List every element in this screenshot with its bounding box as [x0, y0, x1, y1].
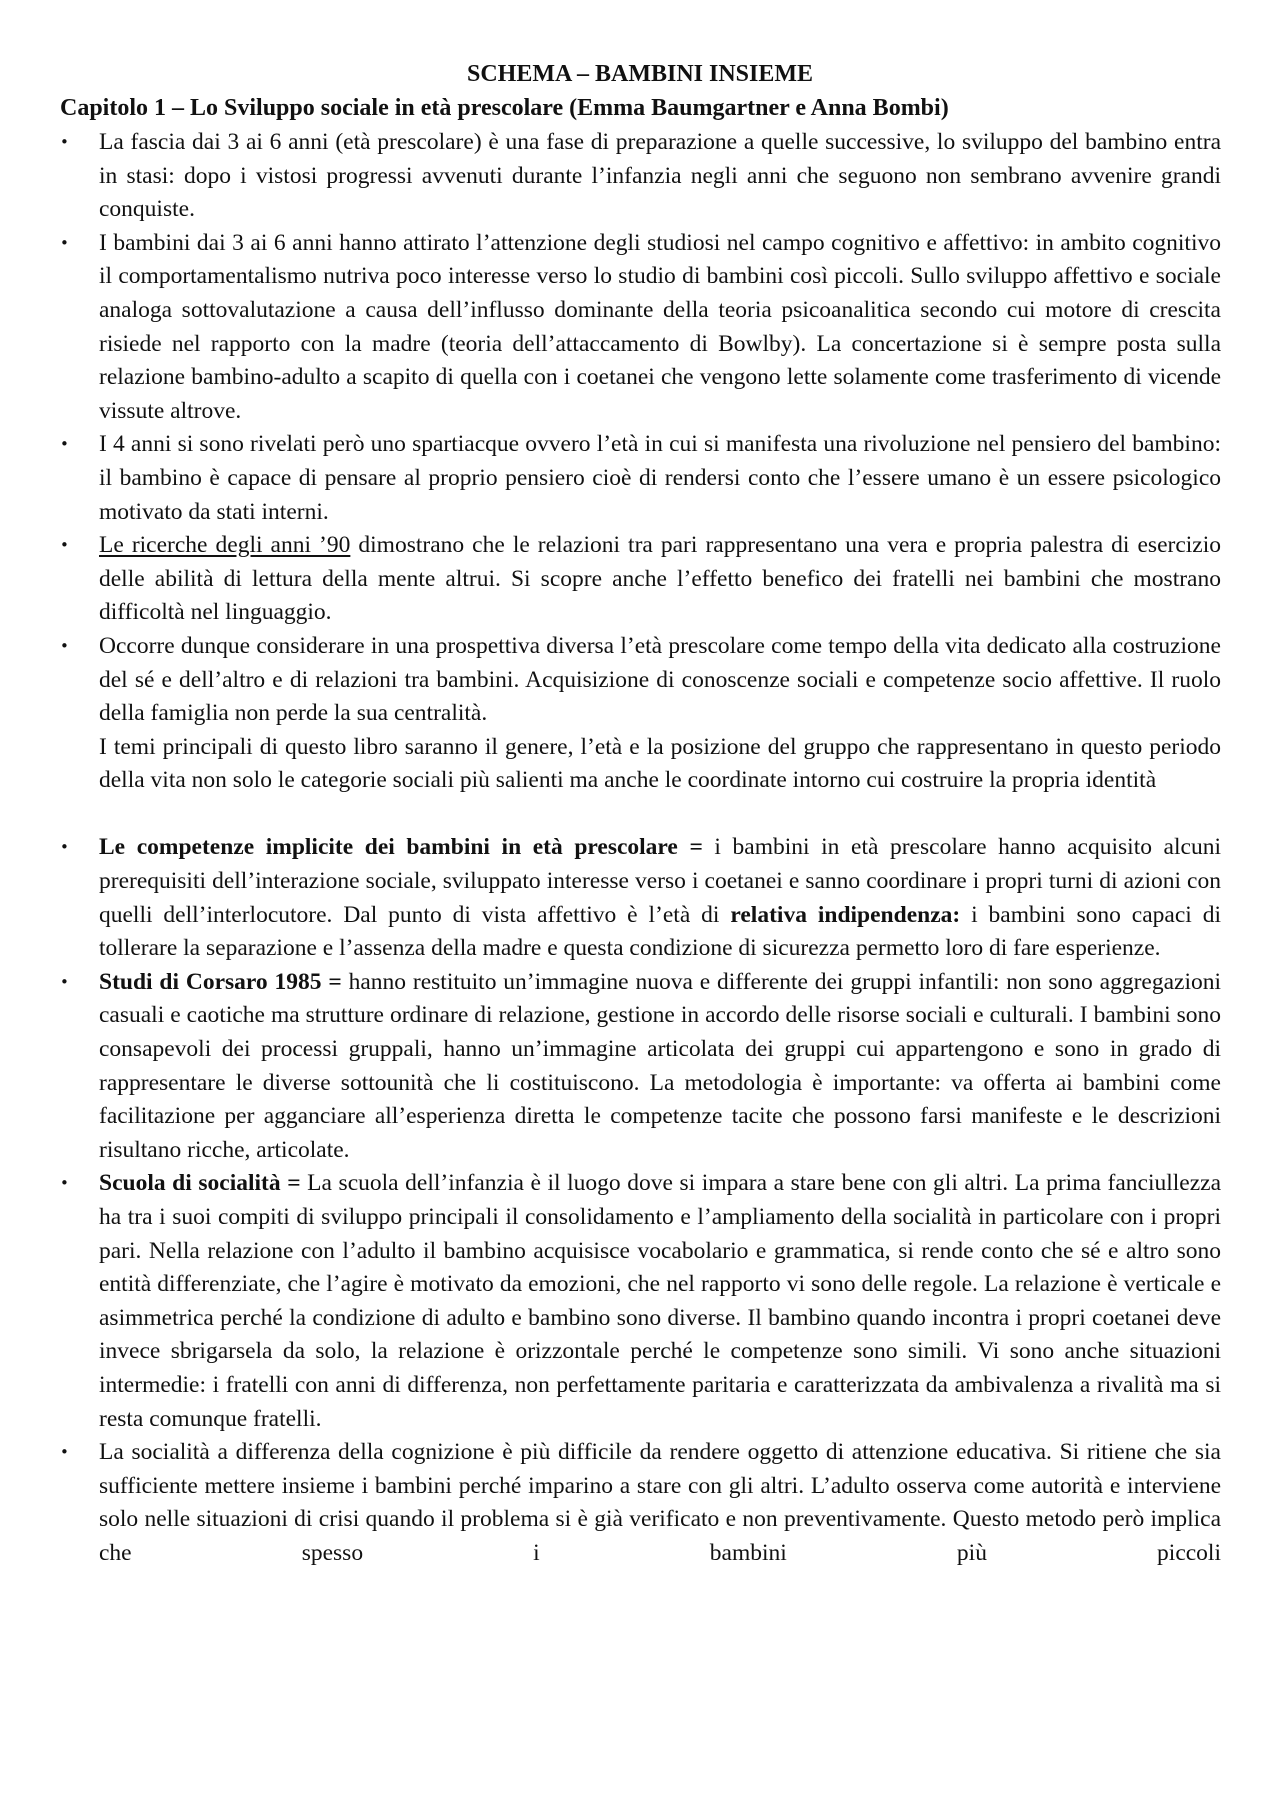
document-title: SCHEMA – BAMBINI INSIEME [466, 61, 814, 87]
bold-term: Studi di Corsaro 1985 = [99, 968, 342, 995]
paragraph [99, 529, 1221, 630]
paragraph-text: hanno restituito un’immagine nuova e differente dei gruppi infantili: non sono aggregazioni casuali e caotiche ma strutture ordinare di relazione, gestione in accordo delle risorse sociali e culturali. I bambini sono consapevoli dei processi gruppali, hanno un’immagine articolata dei gruppi cui appartengono e sono in grado di rappresentare le diverse sottounità che li costituiscono. La metodologia è importante: va offerta ai bambini come facilitazione per agganciare all’esperienza diretta le competenze tacite che possono farsi manifeste e le descrizioni risultano ricche, articolate. [99, 968, 1221, 1163]
list-item [0, 126, 1280, 227]
list-item [0, 1167, 1280, 1436]
paragraph-text: dimostrano che le relazioni tra pari rappresentano una vera e propria palestra di esercizio delle abilità di lettura della mente altrui. Si scopre anche l’effetto benefico dei fratelli nei bambini che mostrano difficoltà nel linguaggio. [99, 532, 1221, 626]
bold-term: relativa indipendenza: [730, 901, 961, 928]
paragraph [99, 1167, 1221, 1436]
bullet-list [0, 126, 1280, 1571]
sub-paragraph: I temi principali di questo libro saranno il genere, l’età e la posizione del gruppo che rappresentano in questo periodo della vita non solo le categorie sociali più salienti ma anche le coordinate intorno cui costruire la propria identità [99, 733, 1221, 794]
bullet-icon: • [60, 233, 69, 252]
bullet-icon: • [60, 1174, 69, 1193]
bold-term: Le competenze implicite dei bambini in età prescolare = [99, 834, 703, 861]
bullet-icon: • [60, 972, 69, 991]
bullet-icon: • [60, 133, 69, 151]
paragraph: I 4 anni si sono rivelati però uno spartiacque ovvero l’età in cui si manifesta una rivoluzione nel pensiero del bambino: il bambino è capace di pensare al proprio pensiero cioè di rendersi conto che l’essere umano è un essere psicologico motivato da stati interni. [99, 431, 1221, 525]
bullet-icon: • [60, 838, 69, 857]
underlined-phrase: Le ricerche degli anni ’90 [99, 532, 351, 559]
paragraph: La socialità a differenza della cognizione è più difficile da rendere oggetto di attenzione educativa. Si ritiene che sia sufficiente mettere insieme i bambini perché imparino a stare con gli altri. L’adulto osserva come autorità e interviene solo nelle situazioni di crisi quando il problema si è già verificato e non preventivamente. Questo metodo però implica che spesso i bambini più piccoli [99, 1439, 1221, 1566]
paragraph-text: La scuola dell’infanzia è il luogo dove si impara a stare bene con gli altri. La prima fanciullezza ha tra i suoi compiti di sviluppo principali il consolidamento e l’ampliamento della socialità in particolare con i propri pari. Nella relazione con l’adulto il bambino acquisisce vocabolario e grammatica, si rende conto che sé e altro sono entità differenziate, che l’agire è motivato da emozioni, che nel rapporto vi sono delle regole. La relazione è verticale e asimmetrica perché la condizione di adulto e bambino sono diverse. Il bambino quando incontra i propri coetanei deve invece sbrigarsela da solo, la relazione è orizzontale perché le competenze sono simili. Vi sono anche situazioni intermedie: i fratelli con anni di differenza, non perfettamente paritaria e caratterizzata da ambivalenza a rivalità ma si resta comunque fratelli. [99, 1170, 1222, 1432]
list-item [0, 831, 1280, 965]
chapter-heading: Capitolo 1 – Lo Sviluppo sociale in età prescolare (Emma Baumgartner e Anna Bombi) [60, 95, 949, 121]
list-item [0, 428, 1280, 529]
blank-line [0, 798, 1280, 832]
paragraph: La fascia dai 3 ai 6 anni (età prescolare) è una fase di preparazione a quelle successive, lo sviluppo del bambino entra in stasi: dopo i vistosi progressi avvenuti durante l’infanzia negli anni che seguono non sembrano avvenire grandi conquiste. [99, 129, 1221, 223]
paragraph [99, 966, 1221, 1168]
paragraph [99, 831, 1221, 965]
bullet-icon: • [60, 1443, 69, 1462]
bullet-icon: • [60, 536, 69, 555]
list-item [0, 1436, 1280, 1570]
paragraph-text: i bambini sono capaci di tollerare la separazione e l’assenza della madre e questa condizione di sicurezza permetto loro di fare esperienze. [99, 901, 1221, 962]
paragraph: I bambini dai 3 ai 6 anni hanno attirato l’attenzione degli studiosi nel campo cognitivo e affettivo: in ambito cognitivo il comportamentalismo nutriva poco interesse verso lo studio di bambini così piccoli. Sullo sviluppo affettivo e sociale analoga sottovalutazione a causa dell’influsso dominante della teoria psicoanalitica secondo cui motore di crescita risiede nel rapporto con la madre (teoria dell’attaccamento di Bowlby). La concertazione si è sempre posta sulla relazione bambino-adulto a scapito di quella con i coetanei che vengono lette solamente come trasferimento di vicende vissute altrove. [99, 229, 1221, 424]
bullet-icon: • [60, 636, 69, 655]
bullet-icon: • [60, 435, 69, 454]
list-item [0, 227, 1280, 429]
list-item [0, 630, 1280, 832]
paragraph-text: i bambini in età prescolare hanno acquisito alcuni prerequisiti dell’interazione sociale, sviluppato interesse verso i coetanei e sanno coordinare i propri turni di azioni con quelli dell’interlocutore. Dal punto di vista affettivo è l’età di [99, 834, 1221, 928]
paragraph: Occorre dunque considerare in una prospettiva diversa l’età prescolare come tempo della vita dedicato alla costruzione del sé e dell’altro e di relazioni tra bambini. Acquisizione di conoscenze sociali e competenze socio affettive. Il ruolo della famiglia non perde la sua centralità. [99, 632, 1221, 727]
list-item [0, 966, 1280, 1168]
list-item [0, 529, 1280, 630]
bold-term: Scuola di socialità = [99, 1170, 301, 1197]
